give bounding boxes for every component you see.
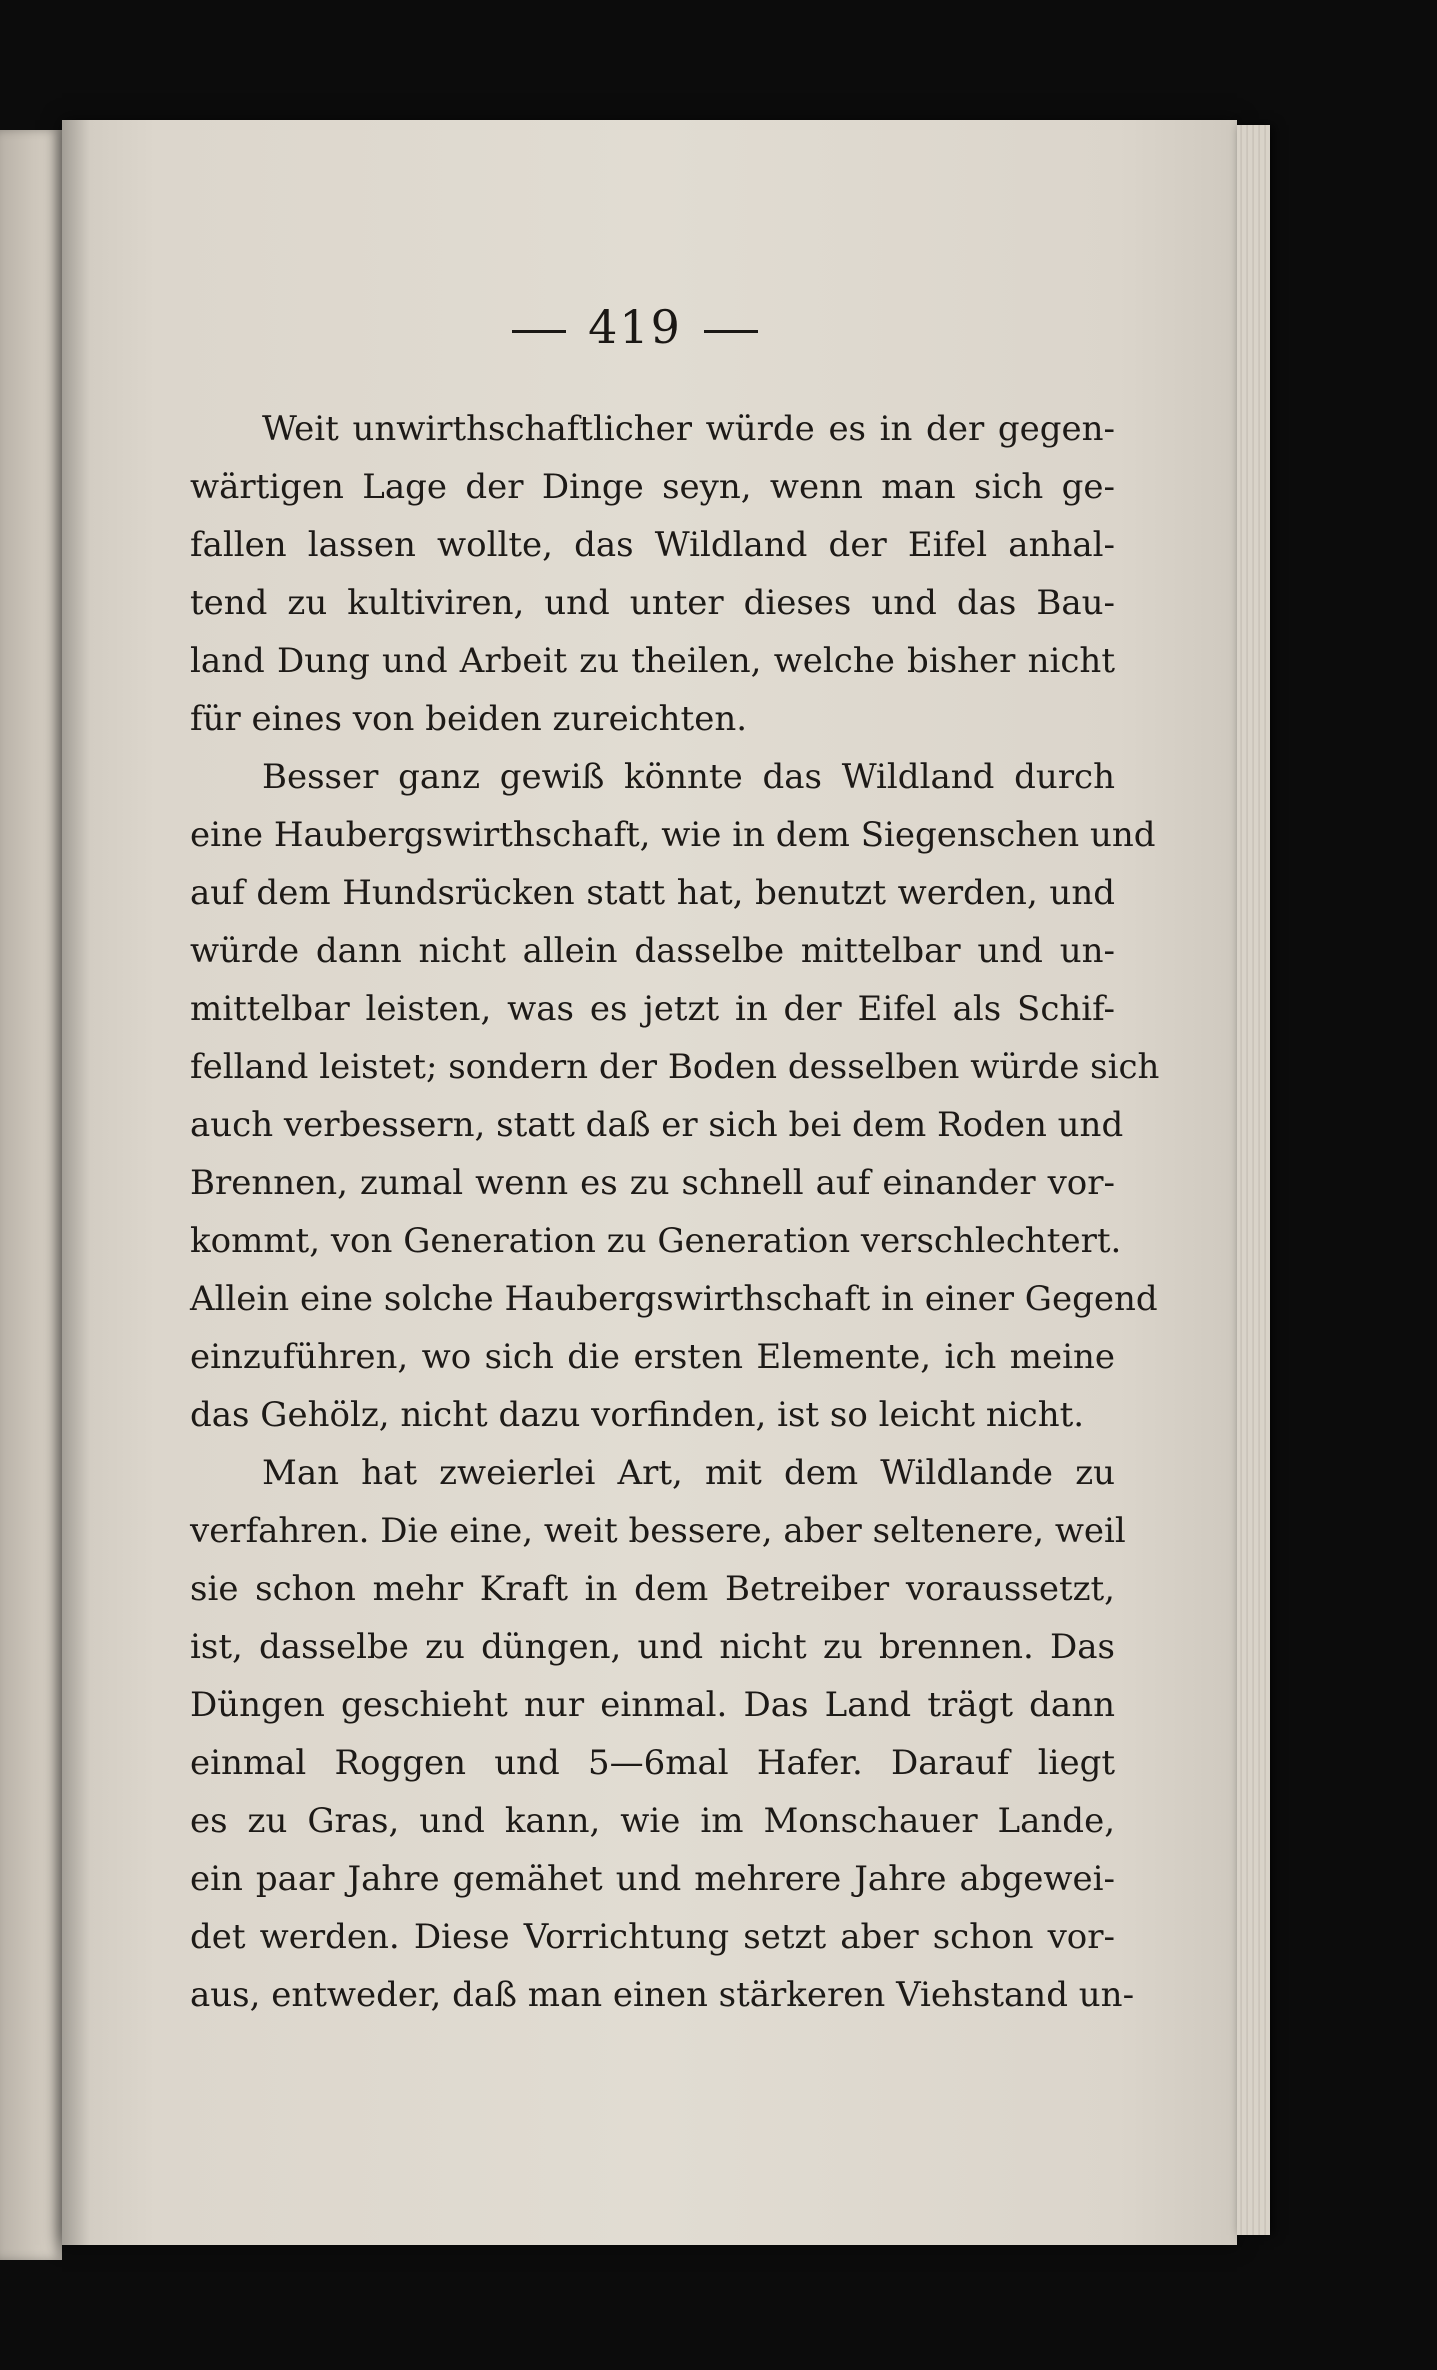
text-line: Besser ganz gewiß könnte das Wildland durch (262, 757, 1115, 797)
text-line: würde dann nicht allein dasselbe mittelbar und un- (190, 931, 1115, 971)
text-line: verfahren. Die eine, weit bessere, aber seltenere, weil (190, 1511, 1126, 1551)
text-line: Allein eine solche Haubergswirthschaft in einer Gegend (190, 1279, 1158, 1319)
text-line: auf dem Hundsrücken statt hat, benutzt werden, und (190, 873, 1115, 913)
text-line: fallen lassen wollte, das Wildland der Eifel anhal- (190, 525, 1115, 565)
text-line: det werden. Diese Vorrichtung setzt aber schon vor- (190, 1917, 1115, 1957)
text-line: für eines von beiden zureichten. (190, 699, 748, 739)
text-line: Brennen, zumal wenn es zu schnell auf einander vor- (190, 1163, 1115, 1203)
text-line: wärtigen Lage der Dinge seyn, wenn man sich ge- (190, 467, 1115, 507)
facing-page-edge (0, 130, 62, 2260)
text-line: Man hat zweierlei Art, mit dem Wildlande zu (262, 1453, 1115, 1493)
text-line: Düngen geschieht nur einmal. Das Land trägt dann (190, 1685, 1115, 1725)
body-text (190, 400, 1160, 2024)
text-line: land Dung und Arbeit zu theilen, welche bisher nicht (190, 641, 1115, 681)
text-line: ein paar Jahre gemähet und mehrere Jahre abgewei- (190, 1859, 1115, 1899)
text-line: kommt, von Generation zu Generation verschlechtert. (190, 1221, 1122, 1261)
text-line: aus, entweder, daß man einen stärkeren Viehstand un- (190, 1975, 1135, 2015)
text-line: es zu Gras, und kann, wie im Monschauer Lande, (190, 1801, 1115, 1841)
text-line: einmal Roggen und 5—6mal Hafer. Darauf liegt (190, 1743, 1115, 1783)
page-header (0, 300, 1270, 354)
text-line: Weit unwirthschaftlicher würde es in der gegen- (262, 409, 1115, 449)
text-line: das Gehölz, nicht dazu vorfinden, ist so leicht nicht. (190, 1395, 1085, 1435)
text-line: felland leistet; sondern der Boden desselben würde sich (190, 1047, 1160, 1087)
text-line: eine Haubergswirthschaft, wie in dem Siegenschen und (190, 815, 1156, 855)
gutter-shadow (62, 120, 90, 2245)
text-line: tend zu kultiviren, und unter dieses und das Bau- (190, 583, 1115, 623)
header-dash-left (512, 330, 566, 333)
header-dash-right (704, 330, 758, 333)
text-line: sie schon mehr Kraft in dem Betreiber voraussetzt, (190, 1569, 1115, 1609)
page-stack-edges (1237, 125, 1270, 2235)
text-line: mittelbar leisten, was es jetzt in der Eifel als Schif- (190, 989, 1115, 1029)
page-number: 419 (588, 300, 682, 354)
text-line: auch verbessern, statt daß er sich bei dem Roden und (190, 1105, 1124, 1145)
text-line: ist, dasselbe zu düngen, und nicht zu brennen. Das (190, 1627, 1115, 1667)
text-line: einzuführen, wo sich die ersten Elemente, ich meine (190, 1337, 1115, 1377)
